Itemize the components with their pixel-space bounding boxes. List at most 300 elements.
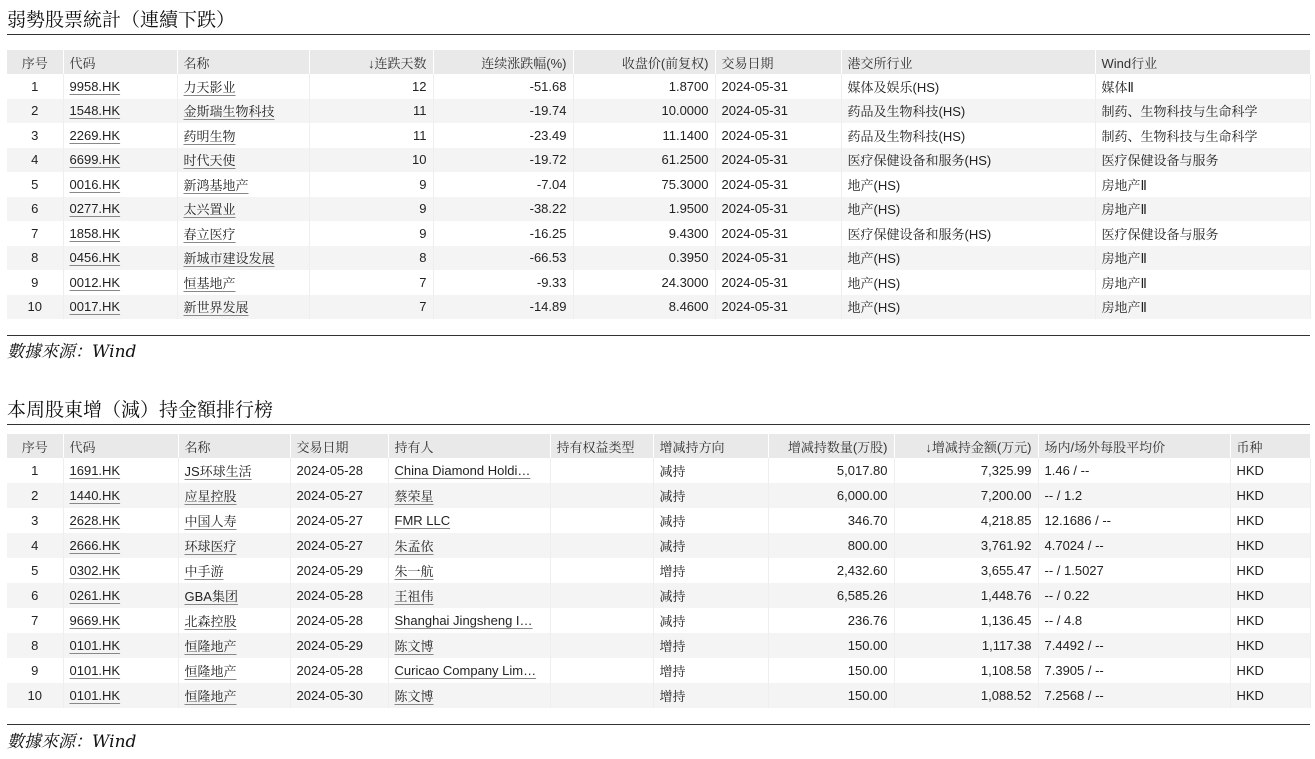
cell-code[interactable] (63, 270, 177, 295)
change-pct-text: -23.49 (529, 127, 567, 143)
cell-direction (653, 558, 768, 583)
amount-text: 3,761.92 (980, 538, 1032, 553)
change-pct-text: -14.89 (529, 299, 567, 315)
cell-down-days (309, 295, 433, 320)
cell-trade-date (290, 608, 388, 633)
currency-text: HKD (1236, 588, 1264, 603)
quantity-text: 150.00 (847, 638, 888, 653)
cell-name[interactable] (178, 608, 290, 633)
cell-avg-price (1038, 483, 1230, 508)
name-text[interactable]: 金斯瑞生物科技 (183, 104, 275, 120)
amount-text: 4,218.85 (980, 513, 1032, 528)
avg-price-text: 7.3905 / -- (1044, 663, 1104, 678)
cell-index (7, 99, 63, 124)
code-text[interactable]: 0277.HK (69, 201, 121, 217)
column-header-close-price[interactable]: 收盘价(前复权) (573, 50, 715, 74)
avg-price-text: 7.2568 / -- (1044, 688, 1104, 703)
name-text[interactable]: JS环球生活 (184, 464, 252, 479)
section1-source: 數據來源：Wind (7, 342, 137, 362)
index-text: 8 (31, 638, 39, 653)
cell-direction (653, 608, 768, 633)
cell-trade-date (290, 533, 388, 558)
cell-down-days (309, 172, 433, 197)
cell-direction (653, 583, 768, 608)
cell-name[interactable] (178, 458, 290, 483)
cell-name[interactable] (177, 148, 309, 173)
index-text: 4 (31, 538, 39, 553)
cell-trade-date (715, 197, 841, 222)
cell-hkex-industry (841, 148, 1095, 173)
cell-holder (388, 458, 550, 483)
cell-code[interactable] (63, 658, 178, 683)
column-header-trade-date[interactable]: 交易日期 (715, 50, 841, 74)
name-text[interactable]: 新城市建设发展 (183, 251, 275, 267)
direction-text: 增持 (659, 639, 686, 654)
cell-holder (388, 608, 550, 633)
direction-text: 减持 (659, 464, 686, 479)
index-text: 7 (31, 225, 39, 241)
amount-text: 7,325.99 (980, 463, 1032, 478)
hkex-industry-text: 医疗保健设备和服务(HS) (847, 226, 992, 242)
wind-industry-text: 房地产Ⅱ (1101, 202, 1147, 218)
column-header-trade-date[interactable]: 交易日期 (290, 434, 388, 458)
cell-name[interactable] (177, 270, 309, 295)
hkex-industry-text: 药品及生物科技(HS) (847, 104, 966, 120)
code-text[interactable]: 1858.HK (69, 225, 121, 241)
cell-holder (388, 483, 550, 508)
hkex-industry-text: 地产(HS) (847, 202, 901, 218)
column-header-equity-type[interactable]: 持有权益类型 (550, 434, 653, 458)
cell-direction (653, 683, 768, 708)
cell-index (7, 483, 63, 508)
column-header-index[interactable]: 序号 (7, 434, 63, 458)
trade-date-text: 2024-05-27 (296, 513, 363, 528)
index-text: 2 (31, 103, 39, 119)
code-text[interactable]: 1691.HK (69, 463, 121, 478)
currency-text: HKD (1236, 463, 1264, 478)
cell-down-days (309, 99, 433, 124)
cell-close-price (573, 74, 715, 99)
quantity-text: 150.00 (847, 688, 888, 703)
cell-trade-date (715, 99, 841, 124)
cell-code[interactable] (63, 295, 177, 320)
cell-code[interactable] (63, 508, 178, 533)
index-text: 4 (31, 152, 39, 168)
name-text[interactable]: 恒隆地产 (184, 689, 237, 704)
close-price-text: 8.4600 (668, 299, 709, 315)
cell-direction (653, 633, 768, 658)
cell-name[interactable] (178, 633, 290, 658)
cell-holder (388, 683, 550, 708)
cell-amount (894, 458, 1038, 483)
change-pct-text: -38.22 (529, 201, 567, 217)
amount-text: 1,136.45 (980, 613, 1032, 628)
name-text[interactable]: 春立医疗 (183, 226, 236, 242)
name-text[interactable]: 恒隆地产 (184, 664, 237, 679)
direction-text: 减持 (659, 614, 686, 629)
cell-code[interactable] (63, 99, 177, 124)
cell-avg-price (1038, 683, 1230, 708)
section2-title-rule (7, 424, 1310, 425)
cell-holder (388, 658, 550, 683)
name-text[interactable]: 恒基地产 (183, 275, 236, 291)
name-text[interactable]: 中国人寿 (184, 514, 237, 529)
quantity-text: 6,000.00 (836, 488, 888, 503)
cell-name[interactable] (177, 221, 309, 246)
index-text: 1 (31, 463, 39, 478)
cell-index (7, 683, 63, 708)
cell-wind-industry (1095, 74, 1310, 99)
cell-change-pct (433, 148, 573, 173)
avg-price-text: 7.4492 / -- (1044, 638, 1104, 653)
avg-price-text: 1.46 / -- (1044, 463, 1090, 478)
code-text[interactable]: 0456.HK (69, 250, 121, 266)
column-header-currency[interactable]: 币种 (1230, 434, 1310, 458)
code-text[interactable]: 0017.HK (69, 299, 121, 315)
cell-amount (894, 583, 1038, 608)
cell-name[interactable] (177, 74, 309, 99)
table-row (7, 270, 1310, 295)
cell-name[interactable] (178, 558, 290, 583)
cell-code[interactable] (63, 608, 178, 633)
index-text: 9 (31, 274, 39, 290)
cell-down-days (309, 74, 433, 99)
section2-source: 數據來源：Wind (7, 732, 137, 752)
holder-text: 王祖伟 (394, 589, 434, 604)
cell-name[interactable] (178, 583, 290, 608)
trade-date-text: 2024-05-28 (296, 588, 363, 603)
column-header-direction[interactable]: 增减持方向 (653, 434, 768, 458)
amount-text: 7,200.00 (980, 488, 1032, 503)
code-text[interactable]: 9669.HK (69, 613, 121, 628)
cell-close-price (573, 246, 715, 271)
down-days-text: 9 (419, 176, 427, 192)
name-text[interactable]: 应星控股 (184, 489, 237, 504)
direction-text: 减持 (659, 489, 686, 504)
cell-index (7, 197, 63, 222)
cell-change-pct (433, 221, 573, 246)
cell-close-price (573, 123, 715, 148)
column-header-code[interactable]: 代码 (63, 434, 178, 458)
direction-text: 减持 (659, 514, 686, 529)
currency-text: HKD (1236, 613, 1264, 628)
trade-date-text: 2024-05-28 (296, 463, 363, 478)
cell-holder (388, 583, 550, 608)
cell-close-price (573, 295, 715, 320)
cell-close-price (573, 197, 715, 222)
cell-index (7, 558, 63, 583)
cell-down-days (309, 221, 433, 246)
close-price-text: 75.3000 (661, 176, 709, 192)
down-days-text: 11 (413, 103, 427, 119)
name-text[interactable]: 环球医疗 (184, 539, 237, 554)
holder-text: 陈文博 (394, 689, 434, 704)
cell-equity-type (550, 583, 653, 608)
cell-quantity (768, 658, 894, 683)
cell-code[interactable] (63, 458, 178, 483)
cell-trade-date (715, 172, 841, 197)
cell-name[interactable] (178, 683, 290, 708)
cell-close-price (573, 221, 715, 246)
cell-code[interactable] (63, 558, 178, 583)
cell-currency (1230, 683, 1310, 708)
cell-code[interactable] (63, 633, 178, 658)
column-header-change-pct[interactable]: 连续涨跌幅(%) (433, 50, 573, 74)
hkex-industry-text: 医疗保健设备和服务(HS) (847, 153, 992, 169)
cell-close-price (573, 99, 715, 124)
cell-quantity (768, 458, 894, 483)
cell-code[interactable] (63, 246, 177, 271)
cell-index (7, 508, 63, 533)
cell-wind-industry (1095, 295, 1310, 320)
cell-quantity (768, 608, 894, 633)
code-text[interactable]: 2666.HK (69, 538, 121, 553)
down-days-text: 12 (412, 78, 427, 94)
cell-code[interactable] (63, 74, 177, 99)
name-text[interactable]: 北森控股 (184, 614, 237, 629)
cell-code[interactable] (63, 533, 178, 558)
cell-direction (653, 458, 768, 483)
hkex-industry-text: 媒体及娱乐(HS) (847, 79, 940, 95)
index-text: 6 (31, 588, 39, 603)
table-row (7, 74, 1310, 99)
cell-currency (1230, 533, 1310, 558)
hkex-industry-text: 地产(HS) (847, 300, 901, 316)
cell-code[interactable] (63, 123, 177, 148)
cell-direction (653, 658, 768, 683)
table-row (7, 608, 1310, 633)
cell-trade-date (715, 295, 841, 320)
index-text: 10 (27, 299, 42, 315)
close-price-text: 61.2500 (661, 152, 709, 168)
cell-wind-industry (1095, 99, 1310, 124)
cell-trade-date (715, 148, 841, 173)
cell-avg-price (1038, 558, 1230, 583)
code-text[interactable]: 1440.HK (69, 488, 121, 503)
cell-name[interactable] (177, 172, 309, 197)
cell-equity-type (550, 633, 653, 658)
cell-code[interactable] (63, 221, 177, 246)
direction-text: 增持 (659, 564, 686, 579)
name-text[interactable]: 新鸿基地产 (183, 177, 249, 193)
section2-bottom-rule (7, 724, 1310, 725)
code-text[interactable]: 0302.HK (69, 563, 121, 578)
cell-name[interactable] (178, 533, 290, 558)
cell-code[interactable] (63, 683, 178, 708)
cell-name[interactable] (177, 123, 309, 148)
trade-date-text: 2024-05-28 (296, 663, 363, 678)
cell-equity-type (550, 683, 653, 708)
table-header-row (7, 50, 1310, 74)
name-text[interactable]: 太兴置业 (183, 202, 236, 218)
wind-industry-text: 医疗保健设备与服务 (1101, 226, 1219, 242)
name-text[interactable]: 恒隆地产 (184, 639, 237, 654)
index-text: 7 (31, 613, 39, 628)
change-pct-text: -7.04 (536, 176, 567, 192)
trade-date-text: 2024-05-31 (721, 274, 788, 290)
quantity-text: 2,432.60 (836, 563, 888, 578)
cell-name[interactable] (178, 508, 290, 533)
quantity-text: 6,585.26 (836, 588, 888, 603)
column-header-hkex-industry[interactable]: 港交所行业 (841, 50, 1095, 74)
currency-text: HKD (1236, 538, 1264, 553)
cell-direction (653, 483, 768, 508)
code-text[interactable]: 2269.HK (69, 127, 121, 143)
code-text[interactable]: 0261.HK (69, 588, 121, 603)
trade-date-text: 2024-05-29 (296, 638, 363, 653)
hkex-industry-text: 地产(HS) (847, 275, 901, 291)
quantity-text: 800.00 (847, 538, 888, 553)
change-pct-text: -66.53 (529, 250, 567, 266)
column-header-amount[interactable]: ↓增减持金额(万元) (894, 434, 1038, 458)
cell-avg-price (1038, 633, 1230, 658)
quantity-text: 150.00 (847, 663, 888, 678)
cell-name[interactable] (177, 246, 309, 271)
quantity-text: 346.70 (847, 513, 888, 528)
cell-amount (894, 608, 1038, 633)
column-header-name[interactable]: 名称 (178, 434, 290, 458)
holder-text: 朱孟依 (394, 539, 434, 554)
code-text[interactable]: 1548.HK (69, 103, 121, 119)
code-text[interactable]: 9958.HK (69, 78, 121, 94)
cell-code[interactable] (63, 197, 177, 222)
code-text[interactable]: 6699.HK (69, 152, 121, 168)
down-days-text: 7 (419, 274, 427, 290)
trade-date-text: 2024-05-31 (721, 103, 788, 119)
name-text[interactable]: 中手游 (184, 564, 224, 579)
change-pct-text: -9.33 (536, 274, 567, 290)
weak-stocks-table (7, 50, 1311, 319)
change-pct-text: -19.72 (529, 152, 567, 168)
cell-change-pct (433, 123, 573, 148)
amount-text: 1,108.58 (980, 663, 1032, 678)
cell-name[interactable] (178, 483, 290, 508)
index-text: 3 (31, 127, 39, 143)
section1-title: 弱勢股票統計（連續下跌） (7, 9, 236, 31)
cell-equity-type (550, 658, 653, 683)
avg-price-text: 4.7024 / -- (1044, 538, 1104, 553)
cell-trade-date (715, 74, 841, 99)
holder-change-table (7, 434, 1311, 708)
cell-equity-type (550, 558, 653, 583)
cell-index (7, 608, 63, 633)
code-text[interactable]: 0101.HK (69, 638, 121, 653)
column-header-index[interactable]: 序号 (7, 50, 63, 74)
name-text[interactable]: 力天影业 (183, 79, 236, 95)
column-header-holder[interactable]: 持有人 (388, 434, 550, 458)
down-days-text: 10 (412, 152, 427, 168)
cell-change-pct (433, 74, 573, 99)
down-days-text: 9 (419, 201, 427, 217)
cell-code[interactable] (63, 172, 177, 197)
cell-quantity (768, 583, 894, 608)
cell-code[interactable] (63, 483, 178, 508)
close-price-text: 24.3000 (661, 274, 709, 290)
change-pct-text: -19.74 (529, 103, 567, 119)
change-pct-text: -16.25 (529, 225, 567, 241)
currency-text: HKD (1236, 638, 1264, 653)
cell-name[interactable] (177, 197, 309, 222)
column-header-down-days[interactable]: ↓连跌天数 (309, 50, 433, 74)
cell-down-days (309, 197, 433, 222)
name-text[interactable]: 新世界发展 (183, 300, 249, 316)
cell-quantity (768, 633, 894, 658)
close-price-text: 0.3950 (668, 250, 709, 266)
cell-trade-date (715, 246, 841, 271)
table-row (7, 221, 1310, 246)
cell-change-pct (433, 295, 573, 320)
code-text[interactable]: 0012.HK (69, 274, 121, 290)
cell-hkex-industry (841, 246, 1095, 271)
holder-text: FMR LLC (394, 513, 451, 528)
cell-trade-date (290, 633, 388, 658)
cell-index (7, 533, 63, 558)
cell-down-days (309, 270, 433, 295)
currency-text: HKD (1236, 663, 1264, 678)
column-header-avg-price[interactable]: 场内/场外每股平均价 (1038, 434, 1230, 458)
wind-industry-text: 房地产Ⅱ (1101, 251, 1147, 267)
code-text[interactable]: 0016.HK (69, 176, 121, 192)
holder-text: Shanghai Jingsheng I… (394, 613, 533, 628)
hkex-industry-text: 地产(HS) (847, 177, 901, 193)
close-price-text: 11.1400 (662, 127, 709, 143)
trade-date-text: 2024-05-31 (721, 201, 788, 217)
table-row (7, 533, 1310, 558)
column-header-wind-industry[interactable]: Wind行业 (1095, 50, 1310, 74)
name-text[interactable]: 时代天使 (183, 153, 236, 169)
table-row (7, 683, 1310, 708)
cell-wind-industry (1095, 172, 1310, 197)
trade-date-text: 2024-05-31 (721, 225, 788, 241)
cell-direction (653, 508, 768, 533)
table-row (7, 583, 1310, 608)
code-text[interactable]: 0101.HK (69, 663, 121, 678)
cell-change-pct (433, 172, 573, 197)
cell-amount (894, 658, 1038, 683)
code-text[interactable]: 0101.HK (69, 688, 121, 703)
column-header-name[interactable]: 名称 (177, 50, 309, 74)
cell-trade-date (715, 123, 841, 148)
section2-title: 本周股東增（減）持金額排行榜 (7, 399, 274, 421)
cell-index (7, 221, 63, 246)
cell-name[interactable] (177, 99, 309, 124)
cell-index (7, 658, 63, 683)
column-header-code[interactable]: 代码 (63, 50, 177, 74)
name-text[interactable]: 药明生物 (183, 128, 236, 144)
cell-code[interactable] (63, 583, 178, 608)
cell-wind-industry (1095, 270, 1310, 295)
cell-currency (1230, 483, 1310, 508)
table-row (7, 246, 1310, 271)
code-text[interactable]: 2628.HK (69, 513, 121, 528)
name-text[interactable]: GBA集团 (184, 589, 238, 604)
trade-date-text: 2024-05-30 (296, 688, 363, 703)
cell-hkex-industry (841, 270, 1095, 295)
cell-avg-price (1038, 508, 1230, 533)
cell-quantity (768, 483, 894, 508)
column-header-quantity[interactable]: 增减持数量(万股) (768, 434, 894, 458)
cell-equity-type (550, 533, 653, 558)
avg-price-text: -- / 1.2 (1044, 488, 1083, 503)
holder-text: China Diamond Holdi… (394, 463, 531, 478)
cell-name[interactable] (177, 295, 309, 320)
cell-equity-type (550, 458, 653, 483)
section1-title-rule (7, 34, 1310, 35)
index-text: 5 (31, 563, 39, 578)
cell-name[interactable] (178, 658, 290, 683)
cell-change-pct (433, 270, 573, 295)
cell-code[interactable] (63, 148, 177, 173)
